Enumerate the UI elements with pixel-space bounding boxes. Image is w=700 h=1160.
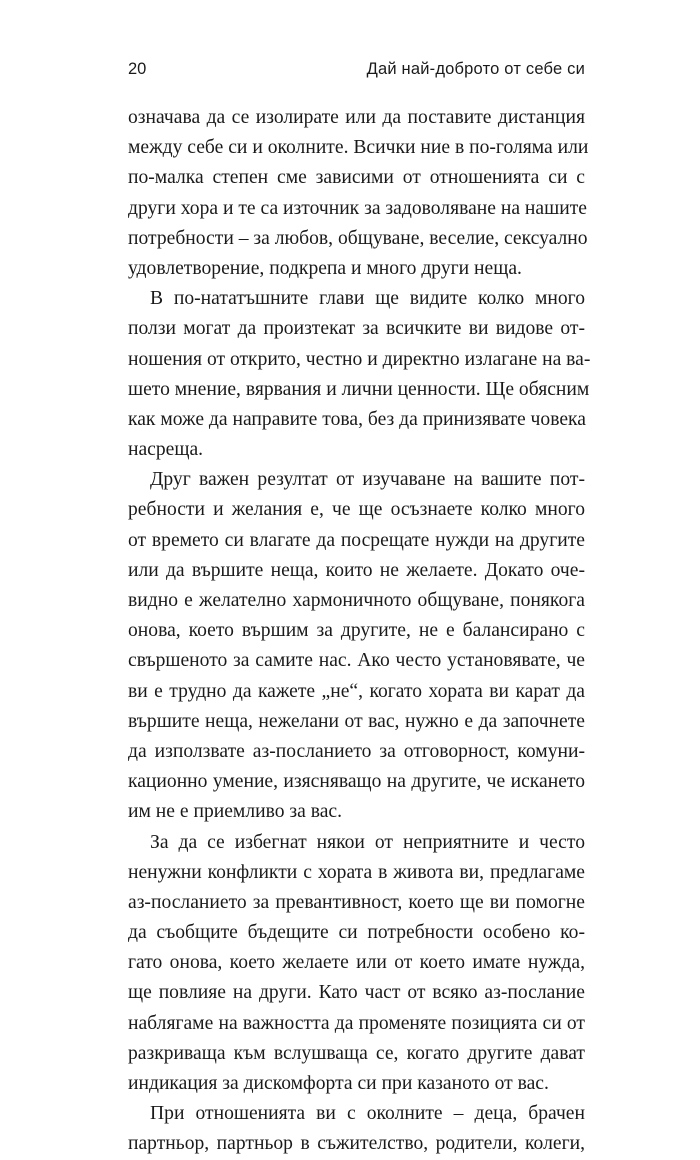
text-line: За да се избегнат някои от неприятните и често bbox=[150, 831, 585, 853]
text-line: наблягаме на важността да променяте позицията си от bbox=[128, 1012, 585, 1034]
paragraph bbox=[128, 1099, 585, 1159]
text-line: онова, което вършим за другите, не е балансирано с bbox=[128, 620, 585, 642]
text-line: В по-нататъшните глави ще видите колко много bbox=[150, 288, 585, 310]
text-line: ношения от открито, честно и директно излагане на ва- bbox=[128, 348, 591, 370]
paragraph bbox=[128, 828, 585, 1100]
text-line: ще повлияе на други. Като част от всяко аз-послание bbox=[128, 982, 585, 1004]
page-number: 20 bbox=[128, 60, 147, 78]
text-line: други хора и те са източник за задоволяване на нашите bbox=[128, 197, 587, 219]
text-line: да използвате аз-посланието за отговорност, комуни- bbox=[128, 740, 585, 762]
text-line: означава да се изолирате или да поставите дистанция bbox=[128, 107, 585, 128]
text-line: ви е трудно да кажете „не“, когато хората ви карат да bbox=[128, 680, 585, 702]
text-line: ненужни конфликти с хората в живота ви, предлагаме bbox=[128, 861, 585, 883]
text-line: насреща. bbox=[128, 439, 204, 461]
text-line: ползи могат да произтекат за всичките ви видове от- bbox=[128, 318, 585, 340]
text-line: шето мнение, вярвания и лични ценности. Ще обясним bbox=[128, 378, 590, 400]
text-line: удовлетворение, подкрепа и много други неща. bbox=[128, 257, 522, 279]
text-line: свършеното за самите нас. Ако често установявате, че bbox=[128, 650, 585, 672]
text-line: аз-посланието за превантивност, което ще ви помогне bbox=[128, 891, 585, 913]
text-line: гато онова, което желаете или от което имате нужда, bbox=[128, 952, 585, 974]
running-head bbox=[128, 60, 585, 84]
text-line: видно е желателно хармоничното общуване, понякога bbox=[128, 590, 585, 611]
text-line: как може да направите това, без да принизявате човека bbox=[128, 408, 586, 430]
text-line: индикация за дискомфорта си при казаното от вас. bbox=[128, 1073, 549, 1094]
text-line: между себе си и околните. Всички ние в по-голяма или bbox=[128, 137, 589, 159]
text-line: разкриваща към вслушваща се, когато другите дават bbox=[128, 1042, 585, 1064]
text-line: вършите неща, нежелани от вас, нужно е да започнете bbox=[128, 710, 585, 732]
text-line: потребности – за любов, общуване, веселие, сексуално bbox=[128, 227, 588, 249]
text-line: При отношенията ви с околните – деца, брачен bbox=[150, 1103, 585, 1125]
paragraph bbox=[128, 465, 585, 827]
text-line: или да вършите неща, които не желаете. Докато оче- bbox=[128, 559, 585, 581]
paragraph bbox=[128, 284, 591, 465]
running-title: Дай най-доброто от себе си bbox=[366, 60, 585, 78]
text-line: Друг важен резултат от изучаване на вашите пот- bbox=[150, 469, 585, 491]
text-line: им не е приемливо за вас. bbox=[128, 801, 343, 823]
body-text bbox=[128, 103, 591, 1160]
paragraph bbox=[128, 103, 589, 284]
text-line: да съобщите бъдещите си потребности особено ко- bbox=[128, 922, 585, 944]
text-line: от времето си влагате да посрещате нужди на другите bbox=[128, 529, 585, 551]
text-line: ребности и желания е, че ще осъзнаете колко много bbox=[128, 499, 585, 521]
text-line: партньор, партньор в съжителство, родители, колеги, bbox=[128, 1133, 585, 1155]
text-line: по-малка степен сме зависими от отношенията си с bbox=[128, 167, 585, 189]
text-line: кационно умение, изясняващо на другите, че искането bbox=[128, 771, 585, 793]
